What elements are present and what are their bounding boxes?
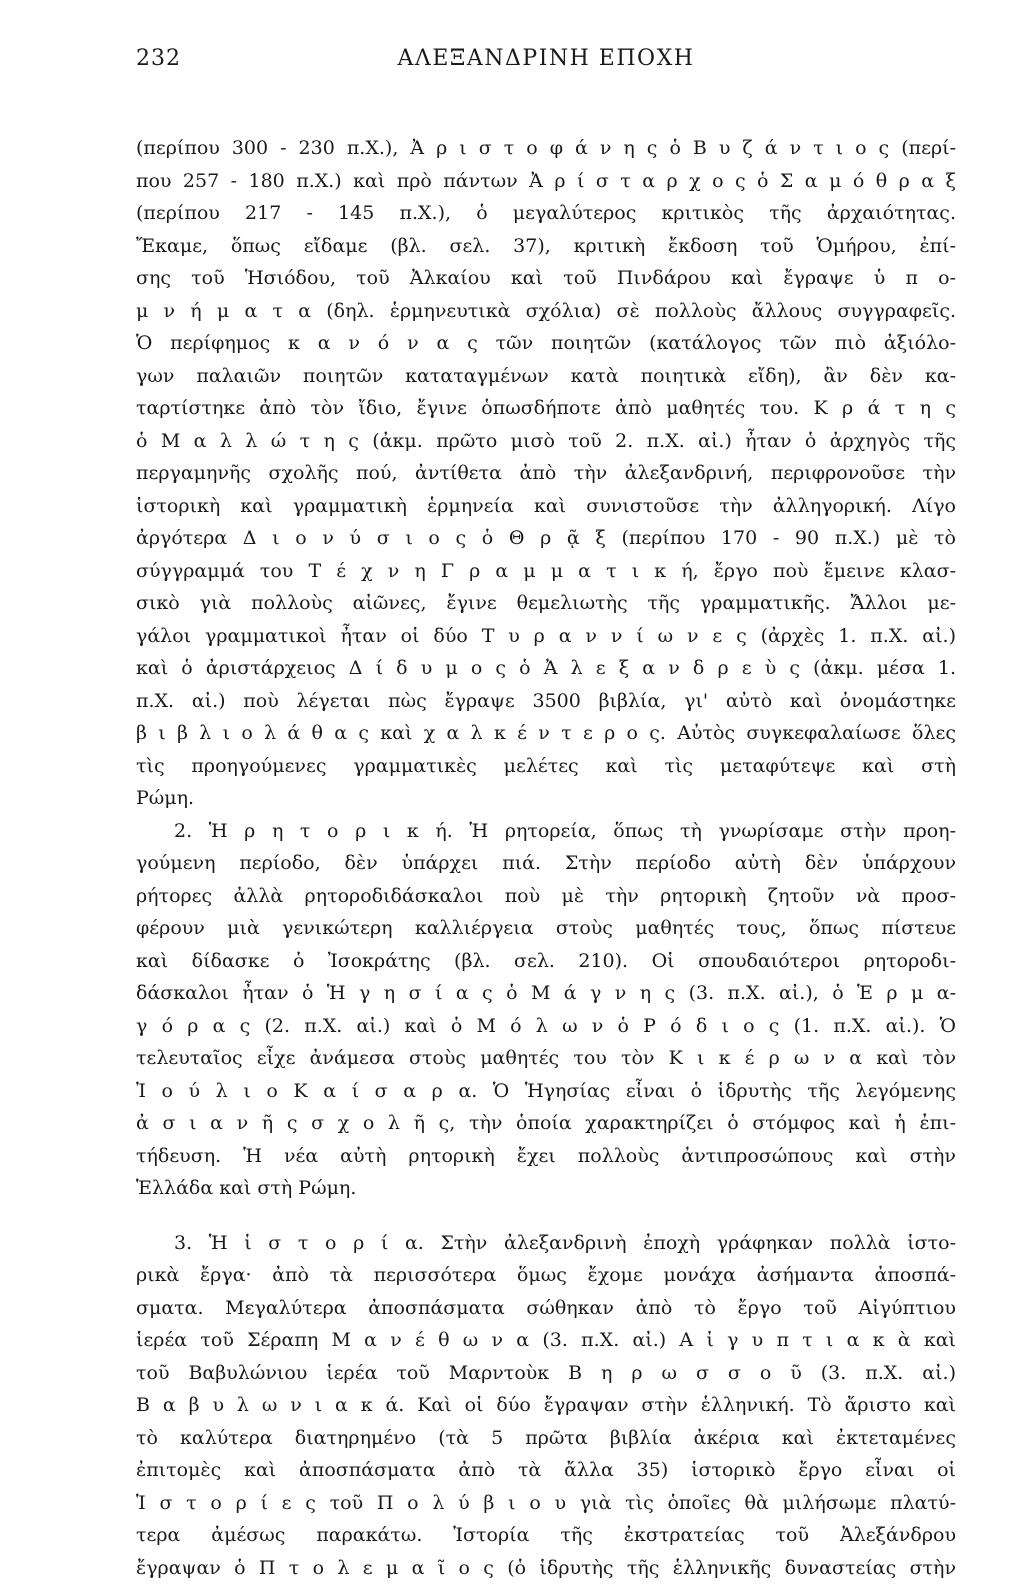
paragraph-gap	[136, 1205, 956, 1227]
text-line: ὁ Μ α λ λ ώ τ η ς (ἀκμ. πρῶτο μισὸ τοῦ 2. π.Χ. αἰ.) ἦταν ὁ ἀρχηγὸς τῆς	[136, 425, 956, 458]
text-line: ρήτορες ἀλλὰ ρητοροδιδάσκαλοι ποὺ μὲ τὴν ρητορικὴ ζητοῦν νὰ προσ-	[136, 880, 956, 913]
text-line: γάλοι γραμματικοὶ ἦταν οἱ δύο Τ υ ρ α ν ν ί ω ν ε ς (ἀρχὲς 1. π.Χ. αἰ.)	[136, 620, 956, 653]
paragraph-rhetoric	[136, 815, 956, 1205]
text-line: σύγγραμμά του Τ έ χ ν η Γ ρ α μ μ α τ ι κ ή, ἔργο ποὺ ἔμεινε κλασ-	[136, 555, 956, 588]
text-line: τὸ καλύτερα διατηρημένο (τὰ 5 πρῶτα βιβλία ἀκέρια καὶ ἐκτεταμένες	[136, 1422, 956, 1455]
running-title: ΑΛΕΞΑΝΔΡΙΝΗ ΕΠΟΧΗ	[136, 46, 956, 71]
text-line: Ὁ περίφημος κ α ν ό ν α ς τῶν ποιητῶν (κατάλογος τῶν πιὸ ἀξιόλο-	[136, 327, 956, 360]
text-line: ἱστορικὴ καὶ γραμματικὴ ἑρμηνεία καὶ συνιστοῦσε τὴν ἀλληγορική. Λίγο	[136, 490, 956, 523]
text-line: β ι β λ ι ο λ ά θ α ς καὶ χ α λ κ έ ν τ ε ρ ο ς. Αὐτὸς συγκεφαλαίωσε ὅλες	[136, 717, 956, 750]
text-line: ἔγραψαν ὁ Π τ ο λ ε μ α ῖ ο ς (ὁ ἱδρυτὴς τῆς ἑλληνικῆς δυναστείας στὴν	[136, 1552, 956, 1584]
text-line: γούμενη περίοδο, δὲν ὑπάρχει πιά. Στὴν περίοδο αὐτὴ δὲν ὑπάρχουν	[136, 847, 956, 880]
text-line: φέρουν μιὰ γενικώτερη καλλιέργεια στοὺς μαθητές τους, ὅπως πίστευε	[136, 912, 956, 945]
text-line: ρικὰ ἔργα· ἀπὸ τὰ περισσότερα ὅμως ἔχομε μονάχα ἀσήμαντα ἀποσπά-	[136, 1259, 956, 1292]
text-line: (περίπου 217 - 145 π.Χ.), ὁ μεγαλύτερος κριτικὸς τῆς ἀρχαιότητας.	[136, 197, 956, 230]
text-line: 2. Ἡ ρ η τ ο ρ ι κ ή. Ἡ ρητορεία, ὅπως τὴ γνωρίσαμε στὴν προη-	[136, 815, 956, 848]
text-line: γ ό ρ α ς (2. π.Χ. αἰ.) καὶ ὁ Μ ό λ ω ν ὁ Ρ ό δ ι ο ς (1. π.Χ. αἰ.). Ὁ	[136, 1010, 956, 1043]
text-line: ἐπιτομὲς καὶ ἀποσπάσματα ἀπὸ τὰ ἄλλα 35) ἱστορικὸ ἔργο εἶναι οἱ	[136, 1454, 956, 1487]
paragraph-grammarians	[136, 132, 956, 815]
text-line: ἱερέα τοῦ Σέραπη Μ α ν έ θ ω ν α (3. π.Χ. αἰ.) Α ἰ γ υ π τ ι α κ ὰ καὶ	[136, 1324, 956, 1357]
text-line: 3. Ἡ ἱ σ τ ο ρ ί α. Στὴν ἀλεξανδρινὴ ἐποχὴ γράφηκαν πολλὰ ἱστο-	[136, 1227, 956, 1260]
text-line: ταρτίστηκε ἀπὸ τὸν ἴδιο, ἔγινε ὁπωσδήποτε ἀπὸ μαθητές του. Κ ρ ά τ η ς	[136, 392, 956, 425]
text-line: π.Χ. αἰ.) ποὺ λέγεται πὼς ἔγραψε 3500 βιβλία, γι' αὐτὸ καὶ ὀνομάστηκε	[136, 685, 956, 718]
text-line: Ἰ ο ύ λ ι ο Κ α ί σ α ρ α. Ὁ Ἡγησίας εἶναι ὁ ἱδρυτὴς τῆς λεγόμενης	[136, 1075, 956, 1108]
text-line: τερα ἀμέσως παρακάτω. Ἱστορία τῆς ἐκστρατείας τοῦ Ἀλεξάνδρου	[136, 1519, 956, 1552]
text-line: γων παλαιῶν ποιητῶν καταταγμένων κατὰ ποιητικὰ εἴδη), ἂν δὲν κα-	[136, 360, 956, 393]
text-line: Β α β υ λ ω ν ι α κ ά. Καὶ οἱ δύο ἔγραψαν στὴν ἑλληνική. Τὸ ἄριστο καὶ	[136, 1389, 956, 1422]
running-header	[136, 40, 956, 80]
text-line: Ρώμη.	[136, 782, 956, 815]
text-line: δάσκαλοι ἦταν ὁ Ἡ γ η σ ί α ς ὁ Μ ά γ ν η ς (3. π.Χ. αἰ.), ὁ Ἑ ρ μ α-	[136, 977, 956, 1010]
text-line: καὶ δίδασκε ὁ Ἰσοκράτης (βλ. σελ. 210). Οἱ σπουδαιότεροι ρητοροδι-	[136, 945, 956, 978]
text-line: (περίπου 300 - 230 π.Χ.), Ἀ ρ ι σ τ ο φ ά ν η ς ὁ Β υ ζ ά ν τ ι ο ς (περί-	[136, 132, 956, 165]
text-line: Ἔκαμε, ὅπως εἴδαμε (βλ. σελ. 37), κριτικὴ ἔκδοση τοῦ Ὁμήρου, ἐπί-	[136, 230, 956, 263]
body-text	[136, 132, 956, 1584]
page-number: 232	[136, 46, 181, 71]
text-line: σματα. Μεγαλύτερα ἀποσπάσματα σώθηκαν ἀπὸ τὸ ἔργο τοῦ Αἰγύπτιου	[136, 1292, 956, 1325]
text-line: περγαμηνῆς σχολῆς πού, ἀντίθετα ἀπὸ τὴν ἀλεξανδρινή, περιφρονοῦσε τὴν	[136, 457, 956, 490]
text-line: ἀ σ ι α ν ῆ ς σ χ ο λ ῆ ς, τὴν ὁποία χαρακτηρίζει ὁ στόμφος καὶ ἡ ἐπι-	[136, 1107, 956, 1140]
text-line: τὶς προηγούμενες γραμματικὲς μελέτες καὶ τὶς μεταφύτεψε καὶ στὴ	[136, 750, 956, 783]
text-line: σικὸ γιὰ πολλοὺς αἰῶνες, ἔγινε θεμελιωτὴς τῆς γραμματικῆς. Ἄλλοι με-	[136, 587, 956, 620]
text-line: ἀργότερα Δ ι ο ν ύ σ ι ο ς ὁ Θ ρ ᾷ ξ (περίπου 170 - 90 π.Χ.) μὲ τὸ	[136, 522, 956, 555]
text-line: τελευταῖος εἶχε ἀνάμεσα στοὺς μαθητές του τὸν Κ ι κ έ ρ ω ν α καὶ τὸν	[136, 1042, 956, 1075]
text-line: που 257 - 180 π.Χ.) καὶ πρὸ πάντων Ἀ ρ ί σ τ α ρ χ ο ς ὁ Σ α μ ό θ ρ α ξ	[136, 165, 956, 198]
text-line: Ἑλλάδα καὶ στὴ Ρώμη.	[136, 1172, 956, 1205]
text-line: σης τοῦ Ἡσιόδου, τοῦ Ἀλκαίου καὶ τοῦ Πινδάρου καὶ ἔγραψε ὑ π ο-	[136, 262, 956, 295]
paragraph-history	[136, 1227, 956, 1584]
text-line: τήδευση. Ἡ νέα αὐτὴ ρητορικὴ ἔχει πολλοὺς ἀντιπροσώπους καὶ στὴν	[136, 1140, 956, 1173]
text-line: Ἱ σ τ ο ρ ί ε ς τοῦ Π ο λ ύ β ι ο υ γιὰ τὶς ὁποῖες θὰ μιλήσωμε πλατύ-	[136, 1487, 956, 1520]
text-line: καὶ ὁ ἀριστάρχειος Δ ί δ υ μ ο ς ὁ Ἀ λ ε ξ α ν δ ρ ε ὺ ς (ἀκμ. μέσα 1.	[136, 652, 956, 685]
text-line: τοῦ Βαβυλώνιου ἱερέα τοῦ Μαρντοὺκ Β η ρ ω σ σ ο ῦ (3. π.Χ. αἰ.)	[136, 1357, 956, 1390]
text-line: μ ν ή μ α τ α (δηλ. ἑρμηνευτικὰ σχόλια) σὲ πολλοὺς ἄλλους συγγραφεῖς.	[136, 295, 956, 328]
page	[136, 40, 956, 1584]
